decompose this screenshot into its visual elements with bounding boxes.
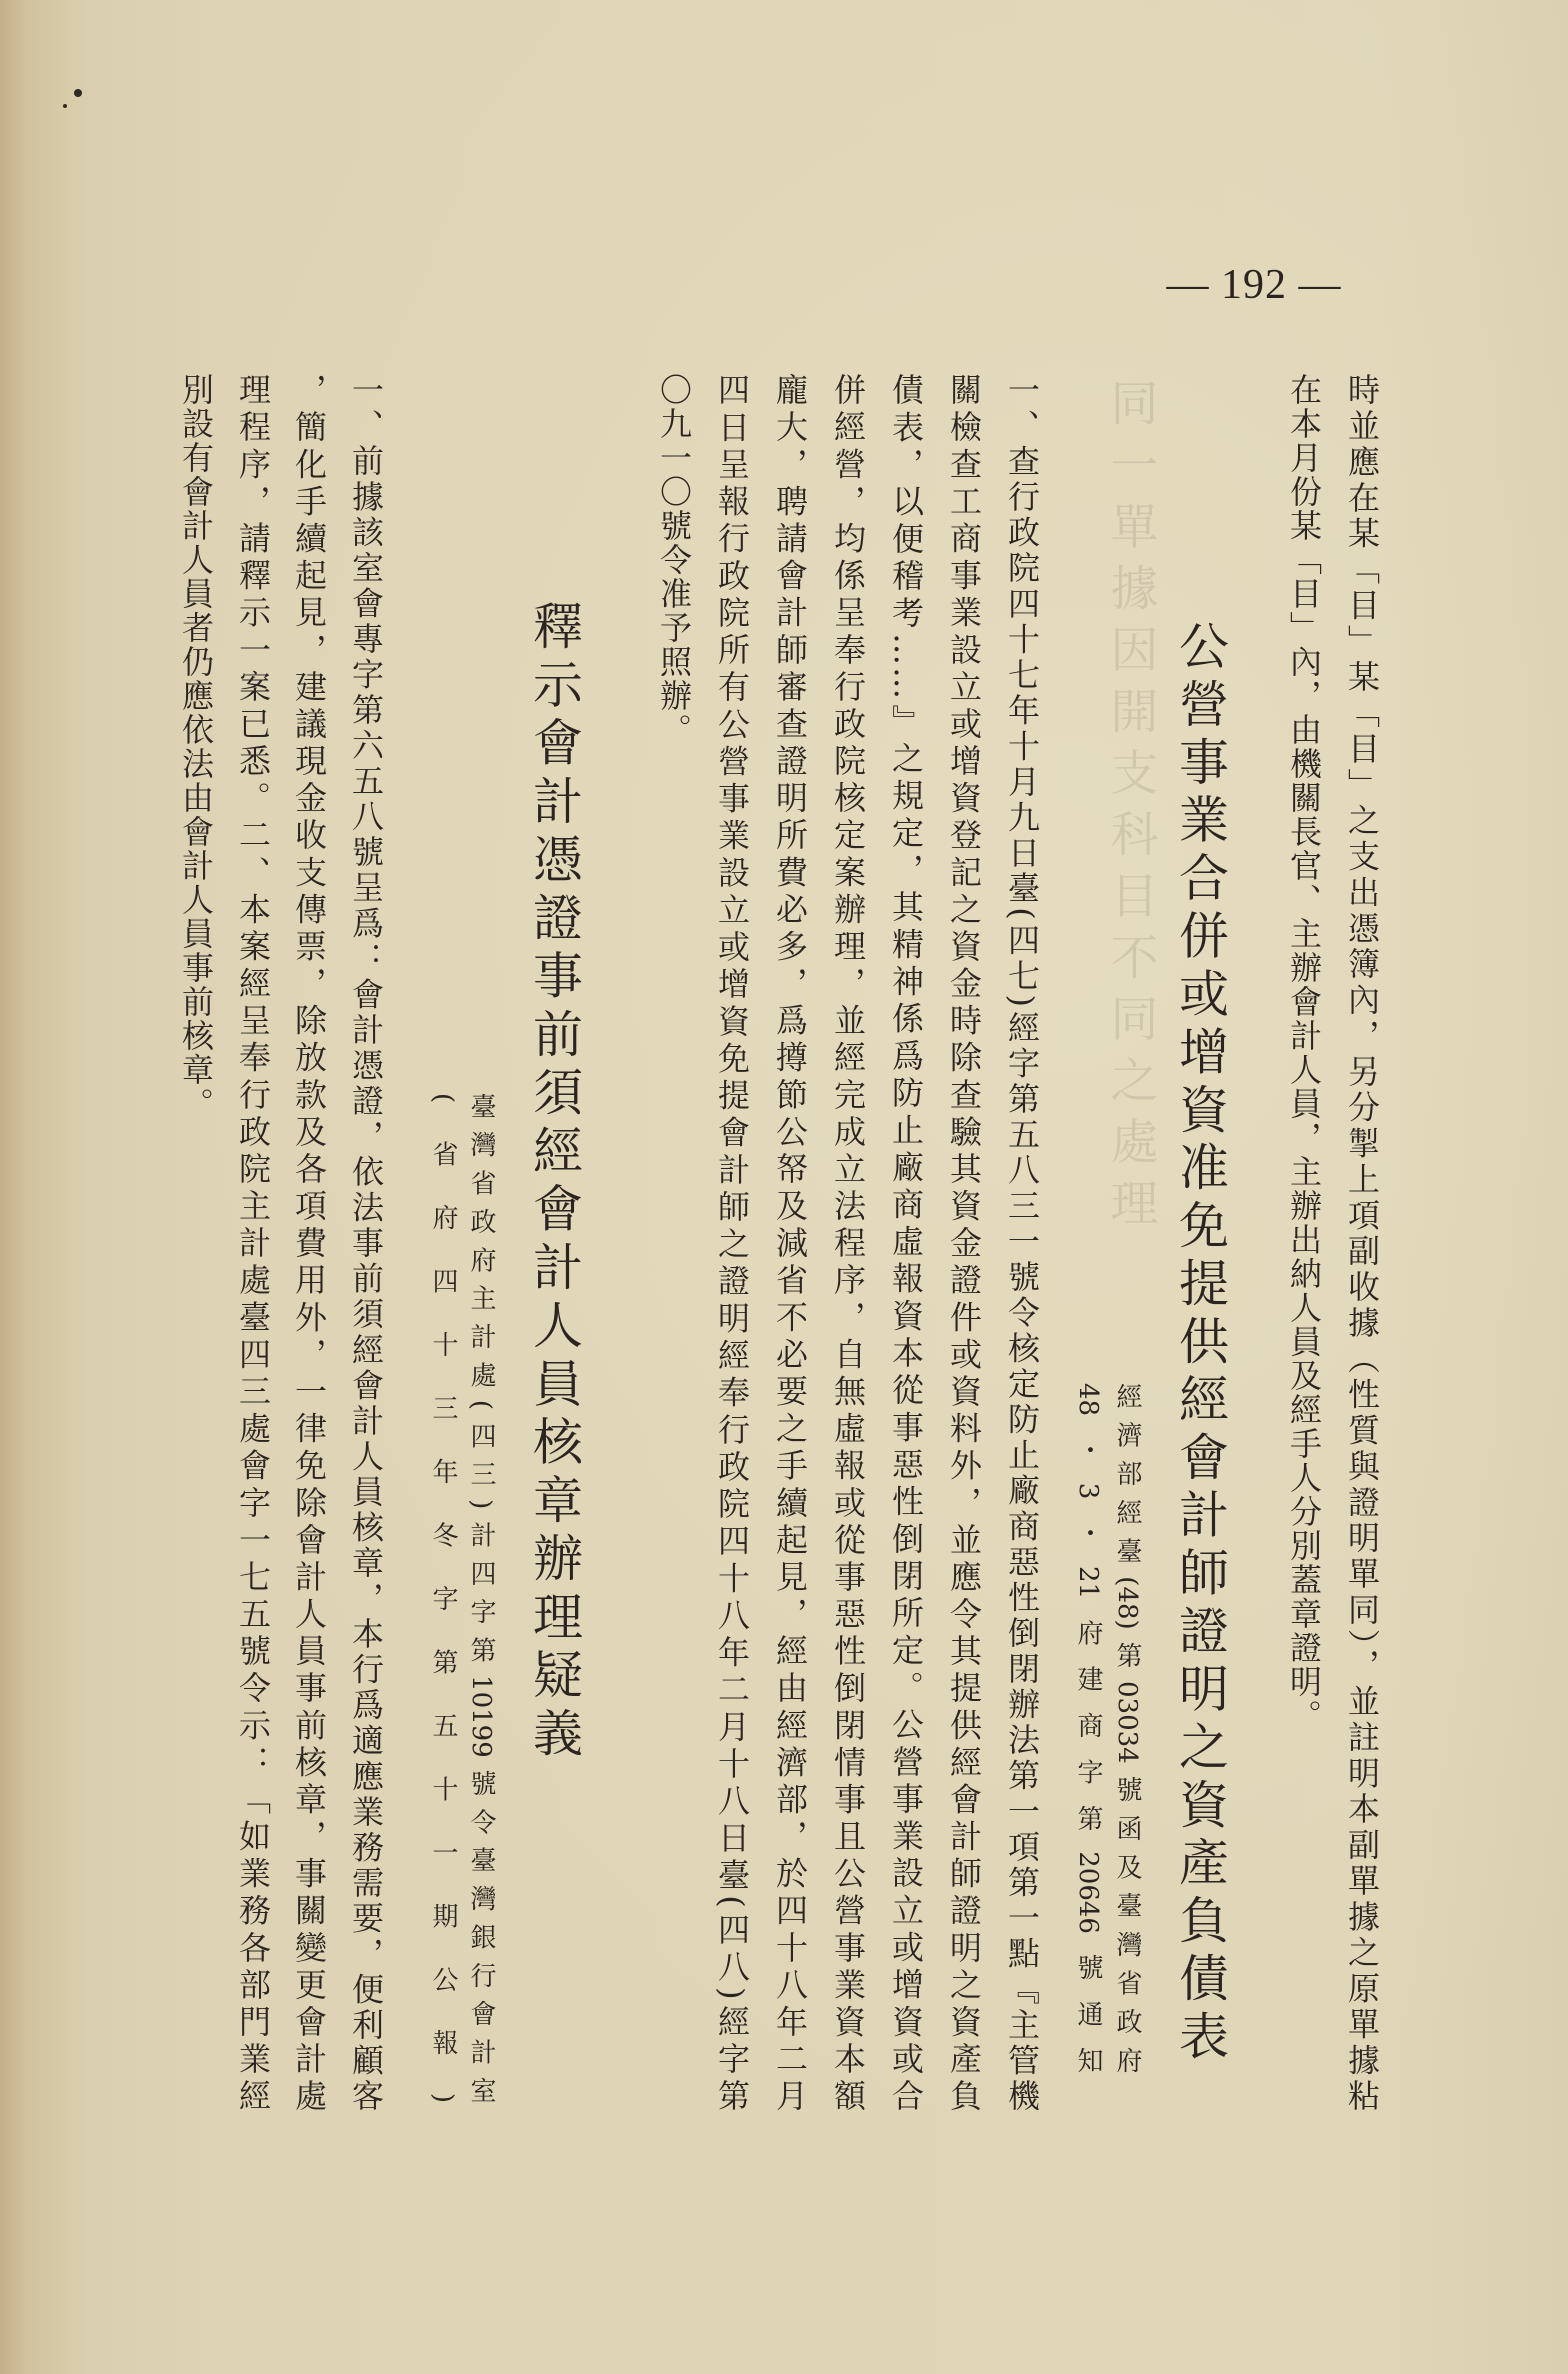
source-line: 經濟部經臺(48)第03034號函及臺灣省政府	[1112, 1383, 1142, 2073]
body-line: 龐大，聘請會計師審查證明所費必多，爲撙節公帑及減省不必要之手續起見，經由經濟部，於四十八年二月	[771, 373, 809, 2113]
ink-speck	[63, 104, 67, 108]
body-line: 四日呈報行政院所有公營事業設立或增資免提會計師之證明經奉行政院四十八年二月十八日臺(四八)經字第	[713, 373, 751, 2113]
page-number: — 192 —	[1166, 262, 1342, 308]
section-title: 公營事業合併或增資准免提供經會計師證明之資產負債表	[1171, 620, 1229, 2060]
body-line: 理程序，請釋示一案已悉。二、本案經呈奉行政院主計處臺四三處會字一七五號令示：「如業務各部門業經	[234, 373, 272, 2113]
body-line: 〇九一〇號令准予照辦。	[655, 373, 693, 747]
continuation-line: 時並應在某「目」某「目」之支出憑簿內，另分掣上項副收據（性質與證明單同），並註明本副單據之原單據粘	[1343, 373, 1381, 2113]
body-line: 別設有會計人員者仍應依法由會計人員事前核章。	[177, 373, 215, 1121]
body-line: ，簡化手續起見，建議現金收支傳票，除放款及各項費用外，一律免除會計人員事前核章，事關變更會計處	[290, 373, 328, 2113]
source-line: 臺灣省政府主計處(四三)計四字第10199號令臺灣銀行會計室	[466, 1093, 496, 2103]
continuation-line: 在本月份某「目」內，由機關長官、主辦會計人員，主辦出納人員及經手人分別蓋章證明。	[1285, 373, 1323, 1733]
show-through-text: 同一單據因開支科目不同之處理	[1102, 378, 1158, 1226]
ink-speck	[74, 89, 82, 97]
body-line: 一、前據該室會專字第六五八號呈爲：會計憑證，依法事前須經會計人員核章，本行爲適應業務需要，便利顧客	[347, 373, 385, 2113]
body-line: 一、查行政院四十七年十月九日臺(四七)經字第五八三一號令核定防止廠商惡性倒閉辦法第一項第一點『主管機	[1003, 373, 1041, 2113]
source-line: (省府四十三年冬字第五十一期公報)	[428, 1093, 458, 2103]
section-title: 釋示會計憑證事前須經會計人員核章辦理疑義	[525, 600, 583, 1757]
source-line: 48・3・21府建商字第20646號通知	[1073, 1383, 1103, 2073]
body-line: 關檢查工商事業設立或增資登記之資金時除查驗其資金證件或資料外，並應令其提供經會計師證明之資產負	[945, 373, 983, 2113]
body-line: 債表，以便稽考……』之規定，其精神係爲防止廠商虛報資本從事惡性倒閉所定。公營事業設立或增資或合	[887, 373, 925, 2113]
body-line: 併經營，均係呈奉行政院核定案辦理，並經完成立法程序，自無虛報或從事惡性倒閉情事且公營事業資本額	[829, 373, 867, 2113]
